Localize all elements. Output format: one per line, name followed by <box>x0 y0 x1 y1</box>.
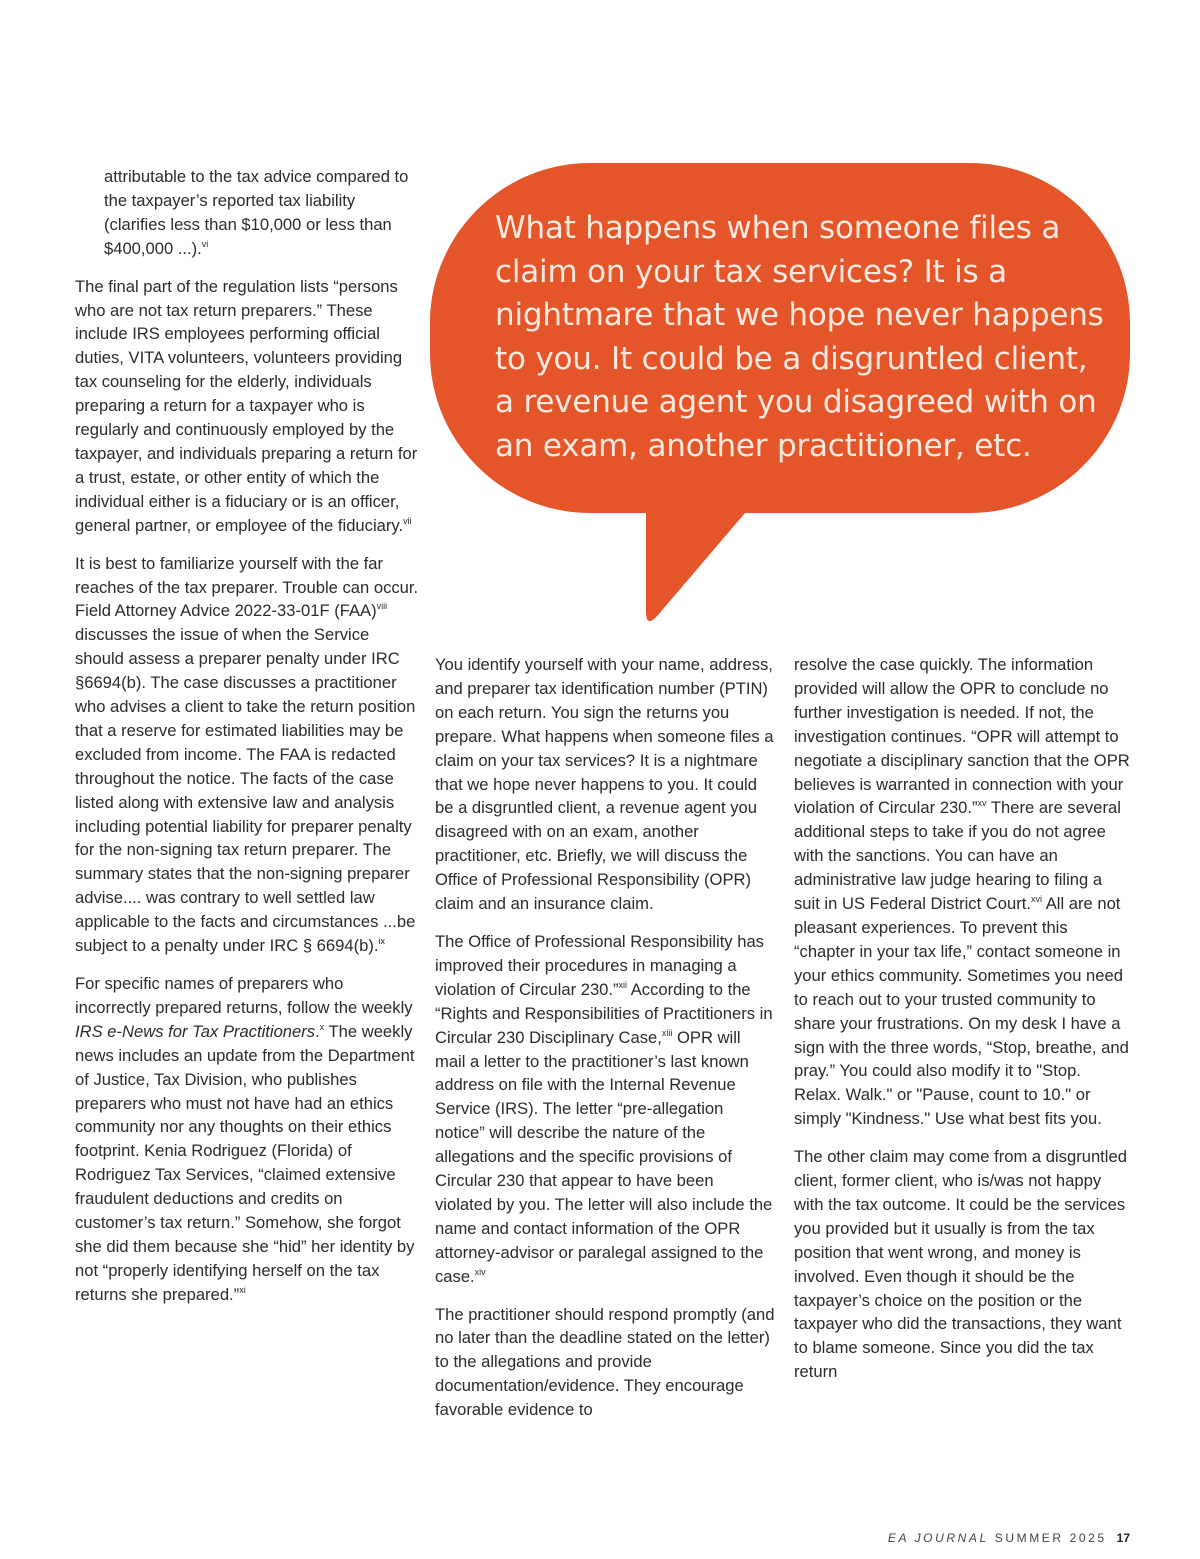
article-column-2 <box>435 653 775 1436</box>
paragraph: You identify yourself with your name, address, and preparer tax identification number (PTIN) on each return. You sign the returns you prepare. What happens when someone files a claim on your tax services? It is a nightmare that we hope never happens to you. It could be a disgruntled client, a revenue agent you disagreed with on an exam, another practitioner, etc. Briefly, we will discuss the Office of Professional Responsibility (OPR) claim and an insurance claim. <box>435 655 774 914</box>
paragraph: The Office of Professional Responsibility has improved their procedures in managing a violation of Circular 230.”$^{xii}$ According to the “Rights and Responsibilities of Practitioners in Circular 230 Disciplinary Case,$^{xiii}$ OPR will mail a letter to the practitioner’s last known address on file with the Internal Revenue Service (IRS). The letter “pre-allegation notice” will describe the nature of the allegations and the specific provisions of Circular 230 that appear to have been violated by you. The letter will also include the name and contact information of the OPR attorney-advisor or paralegal assigned to the case.$^{xiv}$ <box>435 931 773 1286</box>
endnote-ref: xiii <box>661 1027 673 1038</box>
journal-name: EA JOURNAL <box>887 1531 989 1545</box>
pull-quote-bubble <box>430 163 1130 625</box>
paragraph: It is best to familiarize yourself with the far reaches of the tax preparer. Trouble can occur. Field Attorney Advice 2022-33-01F (FAA)$^{viii}$ discusses the issue of when the Service should assess a preparer penalty under IRC §6694(b). The case discusses a practitioner who advises a client to take the return position that a reserve for estimated liabilities may be excluded from income. The FAA is redacted throughout the notice. The facts of the case listed along with extensive law and analysis including potential liability for preparer penalty for the non-signing tax return preparer. The summary states that the non-signing preparer advise.... was contrary to well settled law applicable to the facts and circumstances ...be subject to a penalty under IRC § 6694(b).$^{ix}$ <box>75 553 419 956</box>
endnote-ref: xi <box>239 1284 246 1295</box>
paragraph: The practitioner should respond promptly (and no later than the deadline stated on the letter) to the allegations and provide documentation/evidence. They encourage favorable evidence to <box>435 1304 775 1420</box>
paragraph: resolve the case quickly. The information provided will allow the OPR to conclude no further investigation is needed. If not, the investigation continues. “OPR will attempt to negotiate a disciplinary sanction that the OPR believes is warranted in connection with your violation of Circular 230.”$^{xv}$ There are several additional steps to take if you do not agree with the sanctions. You can have an administrative law judge hearing to filing a suit in US Federal District Court.$^{xvi}$ All are not pleasant experiences. To prevent this “chapter in your tax life,” contact someone in your ethics community. Sometimes you need to reach out to your trusted community to share your frustrations. On my desk I have a sign with the three words, “Stop, breathe, and pray.” You could also modify it to "Stop. Relax. Walk." or "Pause, count to 10." or simply "Kindness." Use what best fits you. <box>794 655 1130 1129</box>
issue-label: SUMMER 2025 <box>994 1531 1107 1545</box>
article-column-3 <box>794 653 1132 1398</box>
paragraph: The final part of the regulation lists “persons who are not tax return preparers.” These include IRS employees performing official duties, VITA volunteers, volunteers providing tax counseling for the elderly, individuals preparing a return for a taxpayer who is regularly and continuously employed by the taxpayer, and individuals preparing a return for a trust, estate, or other entity of which the individual either is a fiduciary or is an officer, general partner, or employee of the fiduciary.$^{vii}$ <box>75 276 418 535</box>
endnote-ref: vi <box>201 238 209 249</box>
pull-quote-text: What happens when someone files a claim on your tax services? It is a nightmare that we hope never happens to you. It could be a disgruntled client, a revenue agent you disagreed with on an exam, another practitioner, etc. <box>495 210 1104 464</box>
endnote-ref: x <box>319 1021 325 1032</box>
paragraph: attributable to the tax advice compared to the taxpayer’s reported tax liability (clarifies less than $10,000 or less than $400,000 ...).$^{vi}$ <box>104 167 409 258</box>
endnote-ref: xiv <box>474 1266 486 1277</box>
page-footer <box>888 1531 1130 1545</box>
endnote-ref: ix <box>378 936 385 947</box>
paragraph: For specific names of preparers who incorrectly prepared returns, follow the weekly IRS e-News for Tax Practitioners.$^x$ The weekly news includes an update from the Department of Justice, Tax Division, who publishes preparers who must not have had an ethics community nor any thoughts on their ethics footprint. Kenia Rodriguez (Florida) of Rodriguez Tax Services, “claimed extensive fraudulent deductions and credits on customer’s tax return.” Somehow, she forgot she did them because she “hid” her identity by not “properly identifying herself on the tax returns she prepared.”$^{xi}$ <box>75 974 415 1304</box>
page-number: 17 <box>1116 1531 1130 1545</box>
paragraph: The other claim may come from a disgruntled client, former client, who is/was not happy with the tax outcome. It could be the services you provided but it usually is from the tax position that went wrong, and money is involved. Even though it should be the taxpayer’s choice on the position or the taxpayer who did the transactions, they want to blame someone. Since you did the tax return <box>794 1147 1127 1382</box>
endnote-ref: xvi <box>1031 894 1042 905</box>
endnote-ref: vii <box>403 515 412 526</box>
endnote-ref: xii <box>618 979 628 990</box>
publication-title: IRS e-News for Tax Practitioners <box>75 1021 316 1041</box>
endnote-ref: xv <box>977 798 987 809</box>
article-column-1 <box>75 165 420 1321</box>
endnote-ref: viii <box>376 601 388 612</box>
